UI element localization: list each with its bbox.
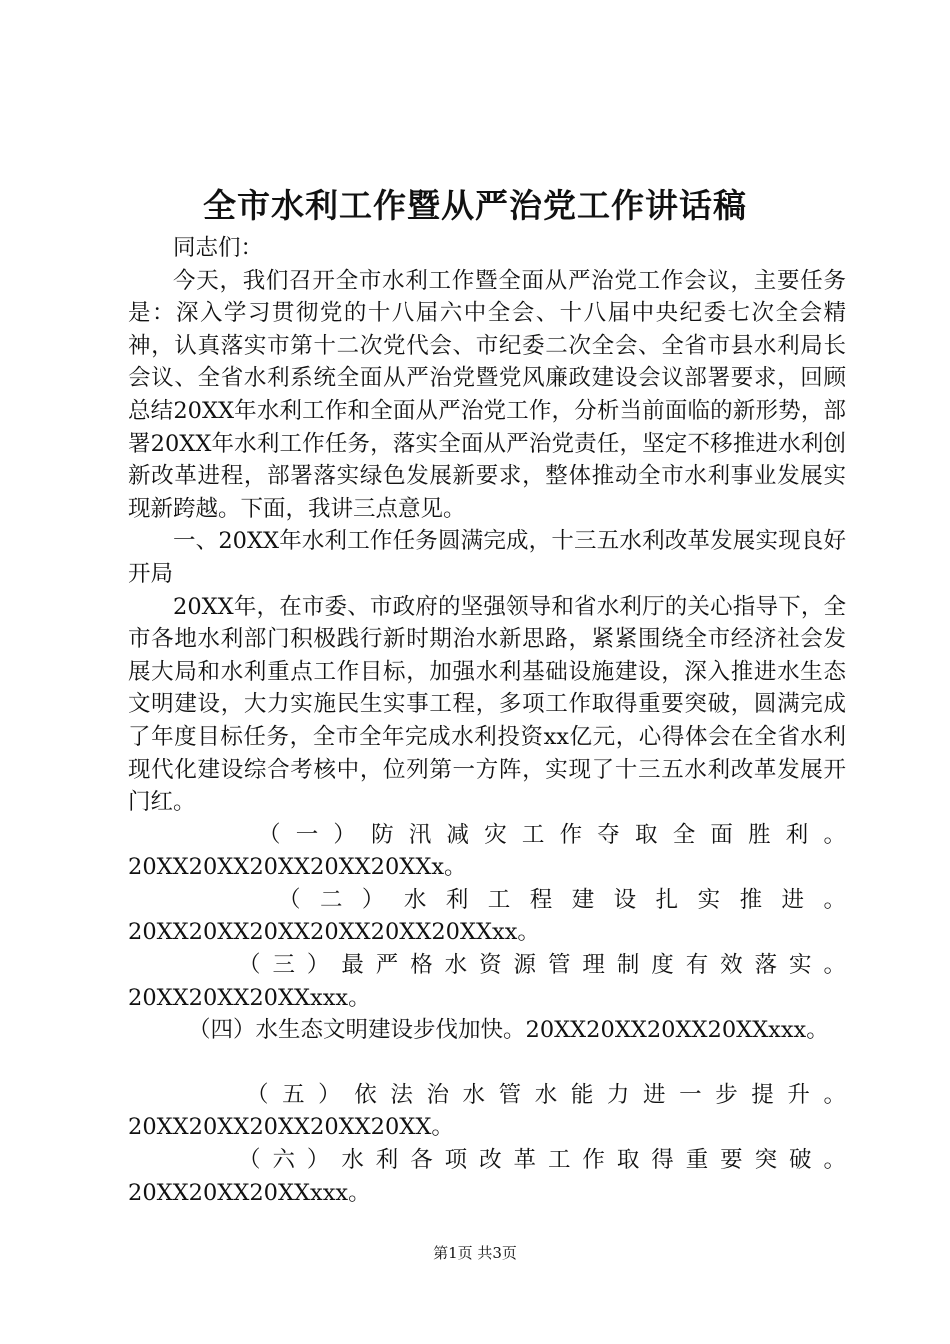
section-1-heading: 一、20XX年水利工作任务圆满完成，十三五水利改革发展实现良好开局	[128, 528, 846, 587]
item-5-heading: （五）依法治水管水能力进一步提升。	[246, 1081, 846, 1108]
item-2	[128, 884, 846, 949]
section-1-body: 20XX年，在市委、市政府的坚强领导和省水利厅的关心指导下，全市各地水利部门积极践行新时期治水新思路，紧紧围绕全市经济社会发展大局和水利重点工作目标，加强水利基础设施建设，深入推进水生态文明建设，大力实施民生实事工程，多项工作取得重要突破，圆满完成了年度目标任务，全市全年完成水利投资xx亿元，心得体会在全省水利现代化建设综合考核中，位列第一方阵，实现了十三五水利改革发展开门红。	[128, 593, 846, 816]
item-2-heading: （二）水利工程建设扎实推进。	[278, 886, 846, 913]
item-5	[128, 1079, 846, 1144]
page-footer: 第1页 共3页	[433, 1244, 517, 1262]
item-3-heading: （三）最严格水资源管理制度有效落实。	[238, 952, 846, 979]
item-4	[128, 1014, 846, 1047]
item-3-tail: 20XX20XX20XXxxx。	[128, 984, 371, 1011]
item-4-tail: 20XX20XX20XX20XXxxx。	[525, 1017, 829, 1044]
item-1-tail: 20XX20XX20XX20XX20XXx。	[128, 854, 467, 881]
item-1	[128, 819, 846, 884]
item-4-heading: （四）水生态文明建设步伐加快。	[188, 1017, 526, 1044]
item-5-tail: 20XX20XX20XX20XX20XX。	[128, 1114, 454, 1141]
blank-line	[128, 1047, 846, 1079]
item-3	[128, 949, 846, 1014]
intro-paragraph: 今天，我们召开全市水利工作暨全面从严治党工作会议，主要任务是：深入学习贯彻党的十八届六中全会、十八届中央纪委七次全会精神，认真落实市第十二次党代会、市纪委二次全会、全省市县水利局长会议、全省水利系统全面从严治党暨党风廉政建设会议部署要求，回顾总结20XX年水利工作和全面从严治党工作，分析当前面临的新形势，部署20XX年水利工作任务，落实全面从严治党责任，坚定不移推进水利创新改革进程，部署落实绿色发展新要求，整体推动全市水利事业发展实现新跨越。下面，我讲三点意见。	[128, 267, 846, 522]
document-title: 全市水利工作暨从严治党工作讲话稿	[203, 186, 747, 225]
item-6-tail: 20XX20XX20XXxxx。	[128, 1179, 371, 1206]
item-1-heading: （一）防汛减灾工作夺取全面胜利。	[258, 821, 846, 848]
item-6-heading: （六）水利各项改革工作取得重要突破。	[238, 1147, 846, 1174]
item-6	[128, 1144, 846, 1209]
document-body	[128, 232, 846, 1209]
salutation: 同志们：	[173, 235, 264, 261]
item-2-tail: 20XX20XX20XX20XX20XX20XXxx。	[128, 919, 540, 946]
